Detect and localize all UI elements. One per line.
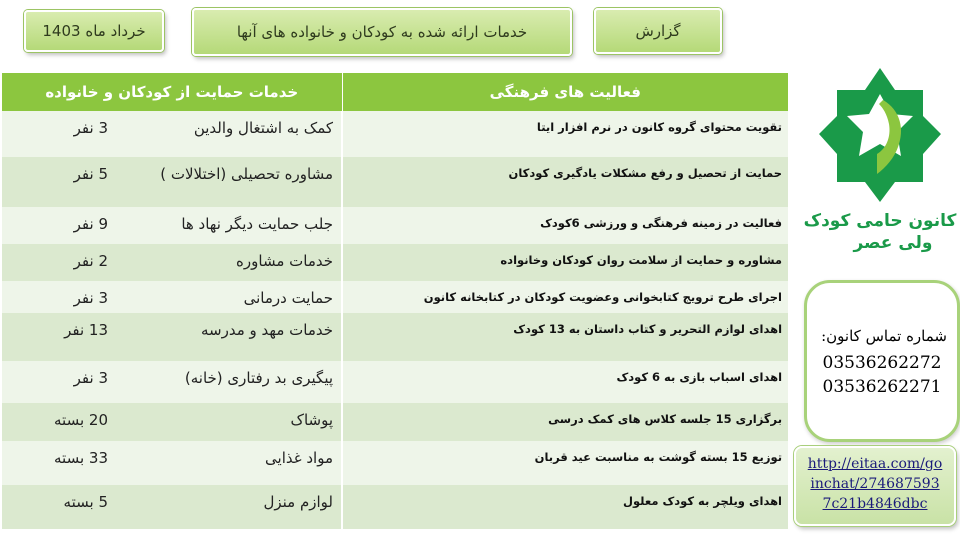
table-row <box>2 485 788 529</box>
page-title: خدمات ارائه شده به کودکان و خانواده های آنها <box>192 8 572 56</box>
row-count: 20 بسته <box>54 411 108 429</box>
row-count: 2 نفر <box>73 252 108 270</box>
row-activity: فعالیت در زمینه فرهنگی و ورزشی 6کودک <box>540 216 783 230</box>
row-activity: حمایت از تحصیل و رفع مشکلات یادگیری کودکان <box>508 166 783 180</box>
contact-phone-2[interactable]: 03536262271 <box>822 377 942 397</box>
table-row <box>2 361 788 403</box>
table-row <box>2 207 788 244</box>
row-service: حمایت درمانی <box>243 289 334 307</box>
contact-label: شماره تماس کانون: <box>821 327 947 345</box>
row-count: 5 بسته <box>63 493 108 511</box>
row-service: پوشاک <box>290 411 334 429</box>
row-count: 3 نفر <box>73 119 108 137</box>
logo-text-line1: کانون حامی کودک <box>803 211 957 231</box>
row-activity: تقویت محتوای گروه کانون در نرم افزار ایتا <box>536 120 783 134</box>
row-service: جلب حمایت دیگر نهاد ها <box>181 215 334 233</box>
table-row <box>2 111 788 157</box>
row-count: 33 بسته <box>54 449 108 467</box>
table-row <box>2 244 788 281</box>
row-count: 9 نفر <box>73 215 108 233</box>
row-service: خدمات مهد و مدرسه <box>201 321 334 339</box>
row-activity: توزیع 15 بسته گوشت به مناسبت عید قربان <box>534 450 783 464</box>
table-row <box>2 313 788 361</box>
logo <box>803 64 957 254</box>
row-activity: مشاوره و حمایت از سلامت روان کودکان وخانواده <box>500 253 783 267</box>
logo-emblem-icon <box>803 64 957 254</box>
row-count: 3 نفر <box>73 369 108 387</box>
date-label: خرداد ماه 1403 <box>24 10 164 52</box>
row-activity: اهدای لوازم التحریر و کتاب داستان به 13 کودک <box>513 322 783 336</box>
contact-box <box>804 280 960 442</box>
row-service: مواد غذایی <box>265 449 334 467</box>
row-activity: برگزاری 15 جلسه کلاس های کمک درسی <box>548 412 783 426</box>
row-activity: اهدای ویلچر به کودک معلول <box>622 494 783 508</box>
row-count: 3 نفر <box>73 289 108 307</box>
row-service: خدمات مشاوره <box>236 252 334 270</box>
row-service: کمک به اشتغال والدین <box>193 119 334 137</box>
row-service: مشاوره تحصیلی (اختلالات ) <box>160 165 334 183</box>
eitaa-link[interactable]: http://eitaa.com/goinchat/2746875937c21b4846dbc <box>794 446 956 526</box>
row-service: لوازم منزل <box>263 493 334 511</box>
contact-phone-1[interactable]: 03536262272 <box>822 353 942 373</box>
logo-text-line2: ولی عصر <box>853 233 933 253</box>
row-count: 13 نفر <box>64 321 108 339</box>
row-activity: اجرای طرح ترویج کتابخوانی وعضویت کودکان در کتابخانه کانون <box>423 290 783 304</box>
row-count: 5 نفر <box>73 165 108 183</box>
services-table <box>2 73 788 529</box>
report-label: گزارش <box>594 8 722 54</box>
row-service: پیگیری بد رفتاری (خانه) <box>184 369 334 387</box>
header-services: خدمات حمایت از کودکان و خانواده <box>2 73 342 111</box>
table-row <box>2 281 788 313</box>
header-activities: فعالیت های فرهنگی <box>342 73 788 111</box>
row-activity: اهدای اسباب بازی به 6 کودک <box>616 370 783 384</box>
table-row <box>2 403 788 441</box>
table-row <box>2 441 788 485</box>
table-row <box>2 157 788 207</box>
